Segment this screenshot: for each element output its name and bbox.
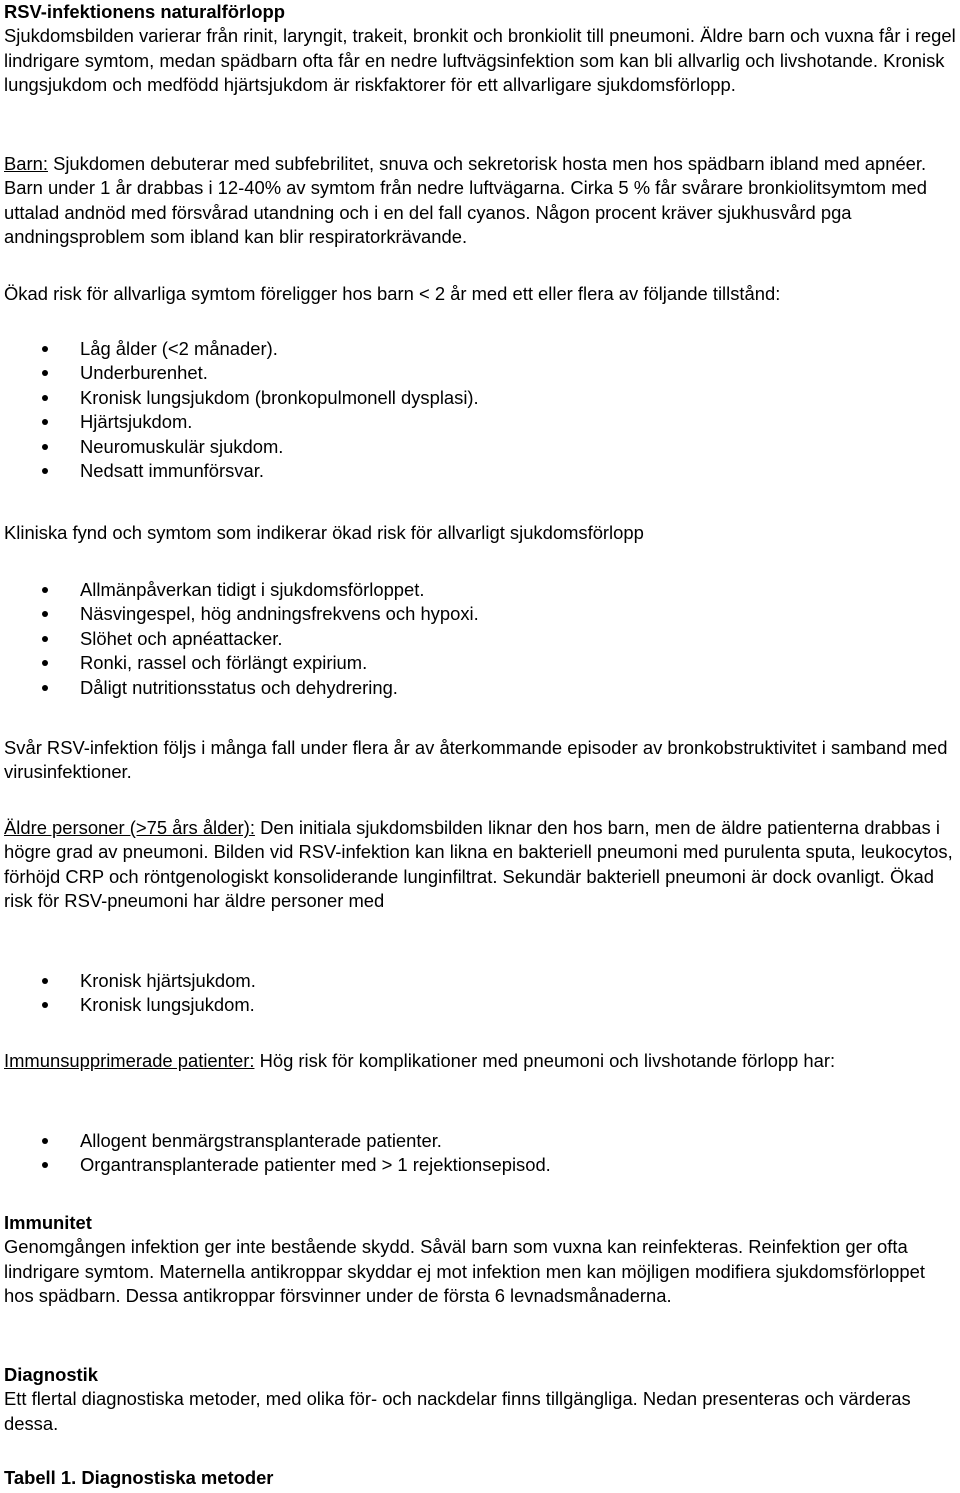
immunsupp-section <box>4 1049 956 1073</box>
list-item: Nedsatt immunförsvar. <box>4 459 956 483</box>
list-item: Slöhet och apnéattacker. <box>4 627 956 651</box>
list-item: Organtransplanterade patienter med > 1 rejektionsepisod. <box>4 1153 956 1177</box>
inline-label: Äldre personer (>75 års ålder): <box>4 817 255 838</box>
list-item: Kronisk hjärtsjukdom. <box>4 969 956 993</box>
risk-intro: Ökad risk för allvarliga symtom föreligger hos barn < 2 år med ett eller flera av följande tillstånd: <box>4 283 781 304</box>
paragraph: Hög risk för komplikationer med pneumoni och livshotande förlopp har: <box>254 1050 836 1071</box>
list-item: Låg ålder (<2 månader). <box>4 337 956 361</box>
inline-label: Barn: <box>4 153 48 174</box>
aldre-list <box>4 969 956 1018</box>
immunsupp-list <box>4 1129 956 1178</box>
paragraph: Den initiala sjukdomsbilden liknar den hos barn, men de äldre patienterna drabbas i högre grad av pneumoni. Bilden vid RSV-infektion kan likna en bakteriell pneumoni med purulenta sputa, leukocytos, förhöjd CRP och röntgenologiskt konsoliderande lunginfiltrat. Sekundär bakteriell pneumoni är dock ovanligt. Ökad risk för RSV-pneumoni har äldre personer med <box>4 817 953 912</box>
list-item: Underburenhet. <box>4 361 956 385</box>
section-title: Immunitet <box>4 1212 92 1233</box>
fynd-intro: Kliniska fynd och symtom som indikerar ökad risk för allvarligt sjukdomsförlopp <box>4 522 644 543</box>
list-item: Ronki, rassel och förlängt expirium. <box>4 651 956 675</box>
paragraph: Sjukdomsbilden varierar från rinit, laryngit, trakeit, bronkit och bronkiolit till pneumoni. Äldre barn och vuxna får i regel lindrigare symtom, medan spädbarn ofta får en nedre luftvägsinfektion som kan bli allvarlig och livshotande. Kronisk lungsjukdom och medfödd hjärtsjukdom är riskfaktorer för ett allvarligare sjukdomsförlopp. <box>4 25 956 96</box>
paragraph: Genomgången infektion ger inte bestående skydd. Såväl barn som vuxna kan reinfekteras. Reinfektion ger ofta lindrigare symtom. Maternella antikroppar skyddar ej mot infektion men kan möjligen modifiera sjukdomsförloppet hos spädbarn. Dessa antikroppar försvinner under de första 6 levnadsmånaderna. <box>4 1236 925 1307</box>
list-item: Näsvingespel, hög andningsfrekvens och hypoxi. <box>4 602 956 626</box>
paragraph: Sjukdomen debuterar med subfebrilitet, snuva och sekretorisk hosta men hos spädbarn ibland med apnéer. Barn under 1 år drabbas i 12-40% av symtom från nedre luftvägarna. Cirka 5 % får svårare bronkiolitsymtom med uttalad andnöd med försvårad utandning och i en del fall cyanos. Någon procent kräver sjukhusvård pga andningsproblem som ibland kan blir respiratorkrävande. <box>4 153 928 248</box>
list-item: Allmänpåverkan tidigt i sjukdomsförloppet. <box>4 578 956 602</box>
list-item: Kronisk lungsjukdom (bronkopulmonell dysplasi). <box>4 386 956 410</box>
svar-paragraph: Svår RSV-infektion följs i många fall under flera år av återkommande episoder av bronkobstruktivitet i samband med virusinfektioner. <box>4 737 948 783</box>
diagnostik-section <box>4 1363 956 1436</box>
list-item: Allogent benmärgstransplanterade patienter. <box>4 1129 956 1153</box>
list-item: Hjärtsjukdom. <box>4 410 956 434</box>
inline-label: Immunsupprimerade patienter: <box>4 1050 255 1071</box>
list-item: Kronisk lungsjukdom. <box>4 993 956 1017</box>
immunitet-section <box>4 1211 956 1309</box>
paragraph: Ett flertal diagnostiska metoder, med olika för- och nackdelar finns tillgängliga. Nedan presenteras och värderas dessa. <box>4 1388 911 1434</box>
list-item: Dåligt nutritionsstatus och dehydrering. <box>4 676 956 700</box>
section-title: Diagnostik <box>4 1364 99 1385</box>
aldre-section <box>4 816 956 914</box>
table-caption: Tabell 1. Diagnostiska metoder <box>4 1467 274 1488</box>
risk-list <box>4 337 956 483</box>
fynd-list <box>4 578 956 700</box>
intro-section <box>4 0 956 98</box>
section-title: RSV-infektionens naturalförlopp <box>4 1 285 22</box>
barn-section <box>4 152 956 250</box>
list-item: Neuromuskulär sjukdom. <box>4 435 956 459</box>
